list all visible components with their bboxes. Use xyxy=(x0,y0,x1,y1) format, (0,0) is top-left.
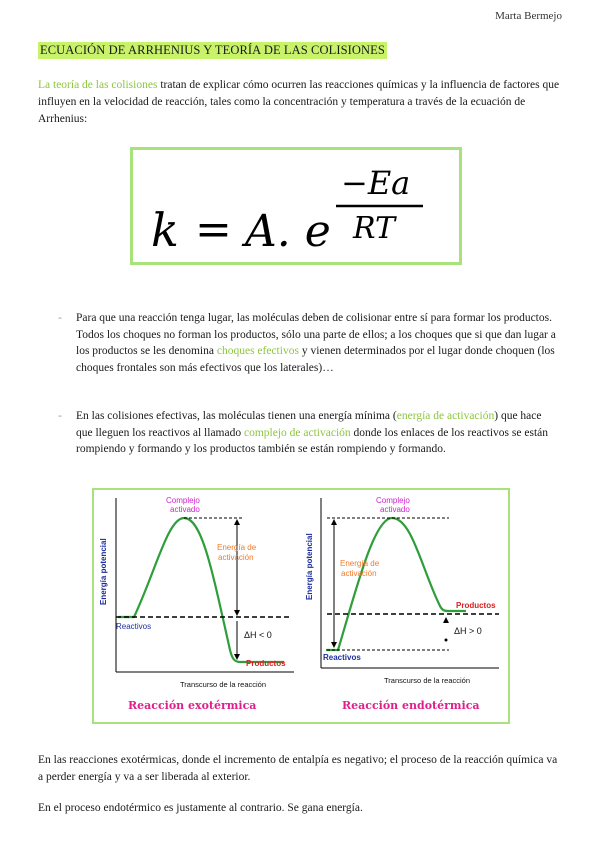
exo-caption: Reacción exotérmica xyxy=(128,699,257,712)
endo-caption: Reacción endotérmica xyxy=(342,699,480,712)
formula-numerator: −Ea xyxy=(341,164,411,202)
endo-complex-label-2: activado xyxy=(380,505,410,514)
endothermic-paragraph: En el proceso endotérmico es justamente al contrario. Se gana energía. xyxy=(38,802,363,814)
endo-ea-arrow-head-bottom xyxy=(331,642,337,648)
endo-reactants-label: Reactivos xyxy=(323,653,361,662)
bullet-text: ) que hace que lleguen los reactivos al llamado xyxy=(76,410,542,439)
bullet-highlight: complejo de activación xyxy=(243,426,351,439)
exo-products-label: Productos xyxy=(246,659,286,668)
exo-energy-curve xyxy=(118,518,284,662)
endo-ea-arrow-head-top xyxy=(331,519,337,525)
bullet-highlight: energía de activación xyxy=(396,410,495,422)
bullet-text: donde los enlaces de los reactivos se están rompiendo y formando y los productos también se están rompiendo y formando. xyxy=(76,426,548,455)
bullet-text: Para que una reacción tenga lugar, las moléculas deben de colisionar entre sí para formar los productos. Todos los choques no forman los productos, sólo una parte de ellos; a los choques que si que dan lugar a los productos se les denomina xyxy=(76,312,556,357)
exo-complex-label-1: Complejo xyxy=(166,496,200,505)
bullet-effective-collisions xyxy=(58,310,560,376)
exo-ea-arrow-head-bottom xyxy=(234,610,240,616)
endo-dh-marker xyxy=(445,639,448,642)
endo-y-axis-label: Energía potencial xyxy=(305,533,314,600)
formula-equals: = xyxy=(195,204,232,255)
bullet-text: En las colisiones efectivas, las moléculas tienen una energía mínima ( xyxy=(76,410,397,422)
exo-x-axis-label: Transcurso de la reacción xyxy=(180,680,267,689)
endo-ea-label-1: Energía de xyxy=(340,559,380,568)
intro-highlight: La teoría de las colisiones xyxy=(38,79,158,91)
exo-complex-label-2: activado xyxy=(170,505,200,514)
endothermic-diagram xyxy=(305,496,499,712)
exo-ea-label-1: Energía de xyxy=(217,543,257,552)
intro-paragraph xyxy=(38,77,562,128)
exothermic-paragraph: En las reacciones exotérmicas, donde el incremento de entalpía es negativo; el proceso de la reacción química va a perder energía y va a ser liberada al exterior. xyxy=(38,754,558,783)
arrhenius-formula xyxy=(130,147,462,265)
endo-energy-curve xyxy=(326,518,466,650)
bullet-text: y vienen determinados por el lugar donde choquen (los choques frontales son más efectivos que los laterales)… xyxy=(76,345,555,374)
exo-reactants-label: Reactivos xyxy=(116,622,152,631)
endo-dh-arrow-head-top xyxy=(443,617,449,623)
formula-k: k xyxy=(151,203,179,257)
bullet-dash: - xyxy=(58,312,62,324)
endo-complex-label-1: Complejo xyxy=(376,496,410,505)
formula-base: A. e xyxy=(245,206,331,257)
intro-text: tratan de explicar cómo ocurren las reacciones químicas y la influencia de factores que influyen en la velocidad de reacción, tales como la concentración y temperatura a través de la ecuación de Arrhenius: xyxy=(38,79,560,125)
bullet-activation-energy xyxy=(58,408,560,458)
endo-products-label: Productos xyxy=(456,601,496,610)
bullet-dash: - xyxy=(58,410,62,422)
page-title: ECUACIÓN DE ARRHENIUS Y TEORÍA DE LAS COLISIONES xyxy=(40,43,385,57)
exothermic-diagram xyxy=(99,496,294,712)
exo-y-axis-label: Energía potencial xyxy=(99,538,108,605)
endo-delta-h-label: ΔH > 0 xyxy=(454,626,482,636)
author-name: Marta Bermejo xyxy=(495,10,562,22)
bullet-highlight: choques efectivos xyxy=(216,345,299,357)
formula-denominator: RT xyxy=(353,211,396,246)
exo-delta-h-label: ΔH < 0 xyxy=(244,630,272,640)
endo-x-axis-label: Transcurso de la reacción xyxy=(384,676,471,685)
exo-ea-arrow-head-top xyxy=(234,519,240,525)
energy-diagrams xyxy=(92,488,510,724)
exo-ea-label-2: activación xyxy=(218,553,254,562)
endo-ea-label-2: activación xyxy=(341,569,377,578)
